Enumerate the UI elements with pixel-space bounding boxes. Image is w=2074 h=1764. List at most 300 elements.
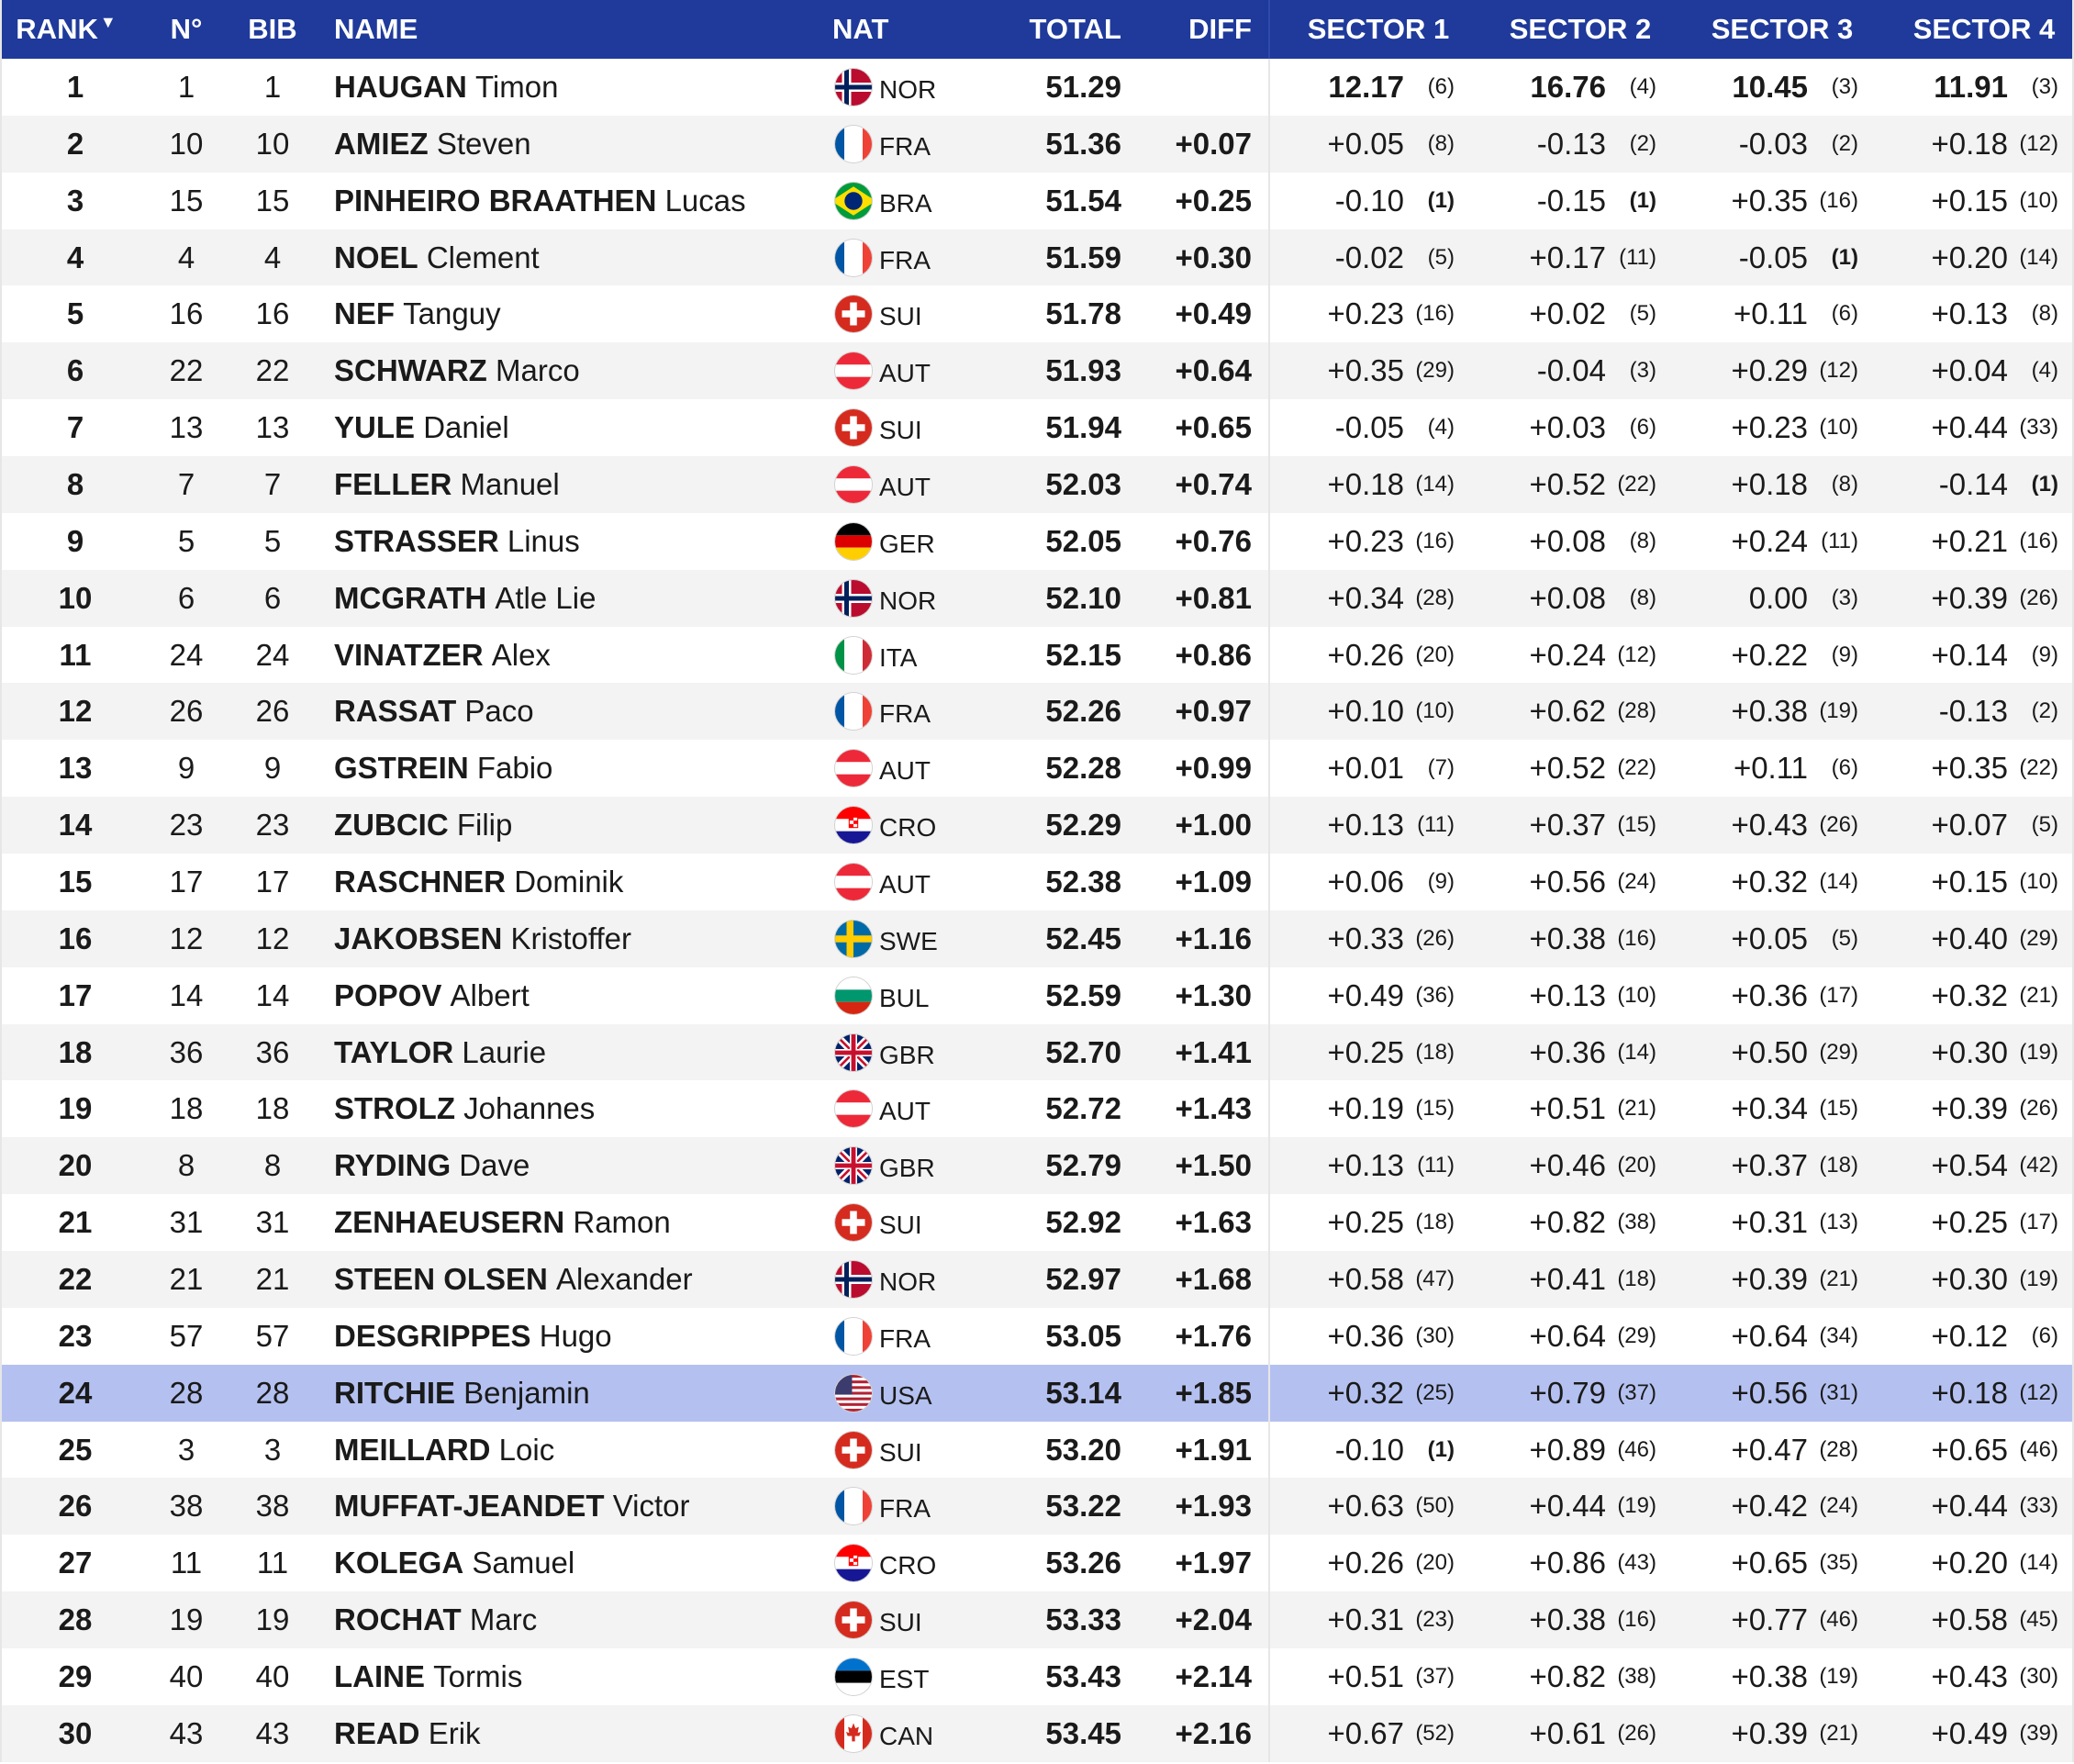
bib-cell: 38	[255, 1489, 290, 1524]
rank-cell: 18	[58, 1034, 93, 1069]
diff-cell: +0.99	[1175, 751, 1252, 786]
first-name: Filip	[456, 808, 513, 843]
column-divider	[1268, 1080, 1270, 1137]
sector3-time: +0.56	[1731, 1375, 1808, 1410]
flag-cell	[832, 513, 875, 570]
sector2-time: +0.38	[1529, 1602, 1606, 1637]
last-name: MCGRATH	[334, 580, 487, 615]
sector2-time: +0.56	[1529, 864, 1606, 899]
last-name: ROCHAT	[334, 1602, 462, 1637]
diff-cell: +2.14	[1175, 1658, 1252, 1693]
flag-cell	[832, 229, 875, 286]
bib-cell: 15	[255, 183, 290, 218]
table-row[interactable]	[0, 59, 2074, 116]
table-row[interactable]	[0, 229, 2074, 286]
sector4-column-header[interactable]: SECTOR 4	[1912, 13, 2056, 45]
sector1-rank: (9)	[1427, 868, 1455, 894]
brazil-flag-icon	[835, 183, 872, 219]
total-time-cell: 52.45	[1045, 921, 1121, 955]
nation-code: SUI	[879, 302, 922, 331]
athlete-name-link[interactable]	[334, 1137, 811, 1194]
sector3-time: +0.11	[1733, 751, 1808, 786]
start-number-cell: 13	[169, 410, 204, 445]
start-number-cell: 8	[177, 1148, 195, 1183]
total-time-cell: 51.94	[1045, 410, 1121, 445]
sector3-rank: (35)	[1819, 1550, 1858, 1576]
first-name: Benjamin	[463, 1375, 590, 1410]
last-name: RASCHNER	[334, 864, 507, 899]
sector4-time: -0.13	[1938, 694, 2008, 729]
start-number-cell: 7	[177, 466, 195, 501]
table-row[interactable]	[0, 1365, 2074, 1422]
first-name: Marc	[469, 1602, 538, 1637]
total-column-header[interactable]: TOTAL	[1029, 13, 1121, 45]
last-name: AMIEZ	[334, 126, 429, 161]
column-divider	[1268, 1422, 1270, 1479]
rank-cell: 10	[58, 580, 93, 615]
bib-cell: 28	[255, 1375, 290, 1410]
bib-cell: 5	[263, 523, 282, 558]
sector2-time: +0.86	[1529, 1546, 1606, 1580]
athlete-name-link[interactable]	[334, 1591, 811, 1648]
nation-code: SUI	[879, 1211, 922, 1240]
sector4-rank: (12)	[2019, 130, 2058, 156]
last-name: STEEN OLSEN	[334, 1261, 548, 1296]
athlete-name-link[interactable]	[334, 797, 811, 854]
total-time-cell: 53.22	[1045, 1489, 1121, 1524]
croatia-flag-icon	[835, 807, 872, 843]
sector4-rank: (12)	[2019, 1379, 2058, 1405]
sector4-time: +0.35	[1931, 751, 2008, 786]
athlete-name-link[interactable]	[334, 570, 811, 627]
sector1-time: +0.34	[1327, 580, 1404, 615]
sector1-rank: (15)	[1415, 1096, 1455, 1122]
athlete-name-link[interactable]	[334, 116, 811, 173]
nation-code: CRO	[879, 813, 937, 843]
first-name: Marco	[496, 353, 580, 388]
norway-flag-icon	[835, 69, 872, 106]
total-time-cell: 53.43	[1045, 1658, 1121, 1693]
sector2-column-header[interactable]: SECTOR 2	[1509, 13, 1652, 45]
table-row[interactable]	[0, 116, 2074, 173]
start-number-cell: 5	[177, 523, 195, 558]
column-divider	[1268, 1137, 1270, 1194]
table-row[interactable]	[0, 1137, 2074, 1194]
table-row[interactable]	[0, 399, 2074, 456]
sector2-rank: (37)	[1617, 1379, 1656, 1405]
sector4-rank: (33)	[2019, 1493, 2058, 1519]
table-row[interactable]	[0, 797, 2074, 854]
austria-flag-icon	[835, 352, 872, 389]
table-row[interactable]	[0, 967, 2074, 1024]
flag-cell	[832, 1365, 875, 1422]
athlete-name-link[interactable]	[334, 1648, 811, 1705]
sector3-time: -0.03	[1738, 126, 1808, 161]
athlete-name-link[interactable]	[334, 456, 811, 513]
sector4-time: +0.20	[1931, 1546, 2008, 1580]
last-name: VINATZER	[334, 637, 484, 672]
total-time-cell: 52.97	[1045, 1261, 1121, 1296]
athlete-name-link[interactable]	[334, 1194, 811, 1251]
sector4-time: +0.07	[1931, 808, 2008, 843]
sector2-time: +0.03	[1529, 410, 1606, 445]
sector3-rank: (14)	[1819, 868, 1858, 894]
sector1-column-header[interactable]: SECTOR 1	[1307, 13, 1450, 45]
sector1-time: +0.25	[1327, 1034, 1404, 1069]
france-flag-icon	[835, 693, 872, 730]
table-row[interactable]	[0, 910, 2074, 967]
first-name: Ramon	[573, 1205, 671, 1240]
sector1-rank: (23)	[1415, 1607, 1455, 1633]
sector2-rank: (22)	[1617, 471, 1656, 497]
last-name: JAKOBSEN	[334, 921, 503, 955]
sector4-time: +0.44	[1931, 410, 2008, 445]
start-number-cell: 19	[169, 1602, 204, 1637]
sector2-rank: (38)	[1617, 1663, 1656, 1689]
start-number-cell: 14	[169, 977, 204, 1012]
diff-cell: +0.07	[1175, 126, 1252, 161]
rank-cell: 3	[66, 183, 84, 218]
diff-cell: +1.09	[1175, 864, 1252, 899]
table-row[interactable]	[0, 1422, 2074, 1479]
total-time-cell: 52.28	[1045, 751, 1121, 786]
norway-flag-icon	[835, 580, 872, 617]
athlete-name-link[interactable]	[334, 854, 811, 910]
last-name: STRASSER	[334, 523, 499, 558]
athlete-name-link[interactable]	[334, 1308, 811, 1365]
name-column-header[interactable]: NAME	[334, 13, 418, 45]
table-row[interactable]	[0, 1705, 2074, 1762]
rank-cell: 8	[66, 466, 84, 501]
sector3-rank: (13)	[1819, 1210, 1858, 1235]
nation-code: FRA	[879, 131, 931, 161]
athlete-name-link[interactable]	[334, 683, 811, 740]
table-row[interactable]	[0, 513, 2074, 570]
first-name: Victor	[612, 1489, 690, 1524]
table-row[interactable]	[0, 342, 2074, 399]
sweden-flag-icon	[835, 921, 872, 957]
table-body	[0, 59, 2074, 1762]
sector3-rank: (6)	[1831, 301, 1858, 327]
diff-cell: +1.30	[1175, 977, 1252, 1012]
table-row[interactable]	[0, 683, 2074, 740]
sector3-rank: (21)	[1819, 1720, 1858, 1746]
flag-cell	[832, 797, 875, 854]
sector1-time: +0.25	[1327, 1205, 1404, 1240]
flag-cell	[832, 1705, 875, 1762]
last-name: FELLER	[334, 466, 452, 501]
sector2-rank: (3)	[1629, 358, 1656, 384]
switzerland-flag-icon	[835, 296, 872, 332]
bib-column-header[interactable]: BIB	[248, 13, 297, 45]
column-divider	[1268, 1705, 1270, 1762]
croatia-flag-icon	[835, 1545, 872, 1581]
table-row[interactable]	[0, 1308, 2074, 1365]
flag-cell	[832, 740, 875, 797]
sector3-column-header[interactable]: SECTOR 3	[1711, 13, 1854, 45]
nation-code: GBR	[879, 1154, 935, 1183]
athlete-name-link[interactable]	[334, 910, 811, 967]
table-row[interactable]	[0, 854, 2074, 910]
sector2-rank: (10)	[1617, 982, 1656, 1008]
last-name: GSTREIN	[334, 751, 469, 786]
athlete-name-link[interactable]	[334, 1024, 811, 1081]
athlete-name-link[interactable]	[334, 1535, 811, 1591]
sector4-rank: (30)	[2019, 1663, 2058, 1689]
athlete-name-link[interactable]	[334, 1080, 811, 1137]
table-row[interactable]	[0, 1648, 2074, 1705]
sector4-rank: (26)	[2019, 585, 2058, 610]
first-name: Dave	[459, 1148, 530, 1183]
start-number-cell: 4	[177, 240, 195, 274]
table-row[interactable]	[0, 1024, 2074, 1081]
sector4-rank: (2)	[2031, 698, 2058, 724]
sector2-time: +0.61	[1529, 1715, 1606, 1750]
total-time-cell: 53.33	[1045, 1602, 1121, 1637]
flag-cell	[832, 1251, 875, 1308]
sector3-time: +0.35	[1731, 183, 1808, 218]
sector1-rank: (29)	[1415, 358, 1455, 384]
switzerland-flag-icon	[835, 1432, 872, 1468]
total-time-cell: 53.26	[1045, 1546, 1121, 1580]
sector4-rank: (4)	[2031, 358, 2058, 384]
last-name: DESGRIPPES	[334, 1318, 531, 1353]
athlete-name-link[interactable]	[334, 740, 811, 797]
sector3-rank: (3)	[1831, 73, 1858, 99]
start-number-cell: 10	[169, 126, 204, 161]
sector1-rank: (52)	[1415, 1720, 1455, 1746]
sector3-rank: (34)	[1819, 1323, 1858, 1348]
sector1-time: +0.67	[1327, 1715, 1404, 1750]
bib-cell: 3	[263, 1432, 282, 1467]
athlete-name-link[interactable]	[334, 1365, 811, 1422]
sector3-rank: (9)	[1831, 642, 1858, 667]
first-name: Alex	[491, 637, 551, 672]
table-row[interactable]	[0, 1080, 2074, 1137]
diff-cell: +1.97	[1175, 1546, 1252, 1580]
bib-cell: 43	[255, 1715, 290, 1750]
sector3-rank: (24)	[1819, 1493, 1858, 1519]
start-number-cell: 9	[177, 751, 195, 786]
table-header	[0, 0, 2074, 59]
table-row[interactable]	[0, 1591, 2074, 1648]
sector1-time: +0.18	[1327, 466, 1404, 501]
sector3-time: +0.50	[1731, 1034, 1808, 1069]
table-row[interactable]	[0, 285, 2074, 342]
column-divider	[1268, 285, 1270, 342]
athlete-name-link[interactable]	[334, 1478, 811, 1535]
athlete-name-link[interactable]	[334, 1705, 811, 1762]
sector2-time: +0.82	[1529, 1658, 1606, 1693]
nation-code: FRA	[879, 245, 931, 274]
start-number-cell: 28	[169, 1375, 204, 1410]
athlete-name-link[interactable]	[334, 967, 811, 1024]
sector1-rank: (28)	[1415, 585, 1455, 610]
first-name: Daniel	[423, 410, 509, 445]
sector1-rank: (30)	[1415, 1323, 1455, 1348]
table-row[interactable]	[0, 1194, 2074, 1251]
rank-column-header[interactable]	[2, 0, 130, 59]
sector3-time: 0.00	[1748, 580, 1808, 615]
number-column-header[interactable]: N°	[170, 13, 203, 45]
sector4-time: +0.12	[1931, 1318, 2008, 1353]
diff-cell: +1.76	[1175, 1318, 1252, 1353]
bib-cell: 10	[255, 126, 290, 161]
sector4-time: +0.15	[1931, 864, 2008, 899]
athlete-name-link[interactable]	[334, 173, 811, 229]
first-name: Kristoffer	[510, 921, 631, 955]
sector1-rank: (20)	[1415, 642, 1455, 667]
athlete-name-link[interactable]	[334, 627, 811, 684]
athlete-name-link[interactable]	[334, 229, 811, 286]
uk-flag-icon	[835, 1034, 872, 1071]
uk-flag-icon	[835, 1147, 872, 1184]
sector1-time: +0.05	[1327, 126, 1404, 161]
nation-code: CRO	[879, 1551, 937, 1580]
athlete-name-link[interactable]	[334, 59, 811, 116]
sector2-time: +0.37	[1529, 808, 1606, 843]
column-divider	[1268, 1365, 1270, 1422]
start-number-cell: 6	[177, 580, 195, 615]
sector1-rank: (10)	[1415, 698, 1455, 724]
sector3-rank: (5)	[1831, 925, 1858, 951]
start-number-cell: 15	[169, 183, 204, 218]
total-time-cell: 51.36	[1045, 126, 1121, 161]
table-row[interactable]	[0, 1535, 2074, 1591]
sector2-time: +0.64	[1529, 1318, 1606, 1353]
sector3-rank: (6)	[1831, 755, 1858, 781]
sector4-time: +0.30	[1931, 1261, 2008, 1296]
usa-flag-icon	[835, 1375, 872, 1412]
last-name: ZENHAEUSERN	[334, 1205, 565, 1240]
first-name: Alexander	[556, 1261, 693, 1296]
sector2-rank: (8)	[1629, 585, 1656, 610]
sector4-rank: (6)	[2031, 1323, 2058, 1348]
bulgaria-flag-icon	[835, 977, 872, 1014]
sector2-time: +0.82	[1529, 1205, 1606, 1240]
sector3-time: +0.24	[1731, 523, 1808, 558]
sector3-rank: (11)	[1821, 528, 1858, 553]
first-name: Paco	[464, 694, 534, 729]
sector1-rank: (8)	[1427, 130, 1455, 156]
flag-cell	[832, 1024, 875, 1081]
sector3-rank: (29)	[1819, 1039, 1858, 1065]
sector1-time: +0.36	[1327, 1318, 1404, 1353]
flag-cell	[832, 910, 875, 967]
first-name: Laurie	[462, 1034, 547, 1069]
athlete-name-link[interactable]	[334, 285, 811, 342]
table-row[interactable]	[0, 740, 2074, 797]
last-name: LAINE	[334, 1658, 425, 1693]
rank-cell: 22	[58, 1261, 93, 1296]
sector1-time: +0.63	[1327, 1489, 1404, 1524]
rank-cell: 20	[58, 1148, 93, 1183]
sector3-time: +0.37	[1731, 1148, 1808, 1183]
table-row[interactable]	[0, 627, 2074, 684]
sector3-time: +0.39	[1731, 1715, 1808, 1750]
athlete-name-link[interactable]	[334, 1251, 811, 1308]
table-row[interactable]	[0, 173, 2074, 229]
table-row[interactable]	[0, 570, 2074, 627]
sector3-time: +0.47	[1731, 1432, 1808, 1467]
total-time-cell: 51.78	[1045, 296, 1121, 331]
last-name: RYDING	[334, 1148, 452, 1183]
table-row[interactable]	[0, 1478, 2074, 1535]
athlete-name-link[interactable]	[334, 342, 811, 399]
first-name: Lucas	[664, 183, 746, 218]
column-divider	[1268, 910, 1270, 967]
last-name: ZUBCIC	[334, 808, 449, 843]
total-time-cell: 52.29	[1045, 808, 1121, 843]
column-divider	[1268, 683, 1270, 740]
athlete-name-link[interactable]	[334, 399, 811, 456]
first-name: Tormis	[433, 1658, 523, 1693]
table-row[interactable]	[0, 456, 2074, 513]
rank-cell: 17	[58, 977, 93, 1012]
sector4-rank: (5)	[2031, 812, 2058, 838]
first-name: Hugo	[539, 1318, 612, 1353]
sector2-time: +0.08	[1529, 580, 1606, 615]
sector4-rank: (16)	[2019, 528, 2058, 553]
athlete-name-link[interactable]	[334, 513, 811, 570]
rank-cell: 5	[66, 296, 84, 331]
first-name: Dominik	[514, 864, 624, 899]
sector1-rank: (18)	[1415, 1039, 1455, 1065]
nation-code: NOR	[879, 74, 937, 104]
sector3-rank: (15)	[1819, 1096, 1858, 1122]
sector3-time: +0.36	[1731, 977, 1808, 1012]
sector3-time: +0.64	[1731, 1318, 1808, 1353]
first-name: Tanguy	[403, 296, 501, 331]
start-number-cell: 18	[169, 1091, 204, 1126]
sector1-rank: (4)	[1427, 415, 1455, 441]
last-name: RASSAT	[334, 694, 457, 729]
sector2-rank: (46)	[1617, 1436, 1656, 1462]
flag-cell	[832, 173, 875, 229]
flag-cell	[832, 59, 875, 116]
sector2-rank: (38)	[1617, 1210, 1656, 1235]
diff-cell: +1.43	[1175, 1091, 1252, 1126]
sector2-rank: (29)	[1617, 1323, 1656, 1348]
diff-cell: +1.41	[1175, 1034, 1252, 1069]
sector4-rank: (19)	[2019, 1039, 2058, 1065]
rank-cell: 25	[58, 1432, 93, 1467]
sector2-time: -0.15	[1536, 183, 1606, 218]
sector4-time: +0.58	[1931, 1602, 2008, 1637]
sector1-rank: (1)	[1427, 187, 1455, 213]
sort-desc-icon: ▼	[99, 13, 117, 31]
estonia-flag-icon	[835, 1658, 872, 1695]
column-divider	[1268, 342, 1270, 399]
nation-column-header[interactable]: NAT	[832, 13, 889, 45]
sector3-time: +0.65	[1731, 1546, 1808, 1580]
sector1-time: +0.19	[1327, 1091, 1404, 1126]
sector3-time: +0.31	[1731, 1205, 1808, 1240]
flag-cell	[832, 1648, 875, 1705]
athlete-name-link[interactable]	[334, 1422, 811, 1479]
column-divider	[1268, 1308, 1270, 1365]
switzerland-flag-icon	[835, 1602, 872, 1638]
diff-cell: +0.65	[1175, 410, 1252, 445]
diff-column-header[interactable]: DIFF	[1188, 13, 1252, 45]
total-time-cell: 53.05	[1045, 1318, 1121, 1353]
sector3-time: +0.77	[1731, 1602, 1808, 1637]
column-divider	[1268, 173, 1270, 229]
table-row[interactable]	[0, 1251, 2074, 1308]
column-divider	[1268, 1194, 1270, 1251]
diff-cell: +0.81	[1175, 580, 1252, 615]
sector3-rank: (16)	[1819, 187, 1858, 213]
